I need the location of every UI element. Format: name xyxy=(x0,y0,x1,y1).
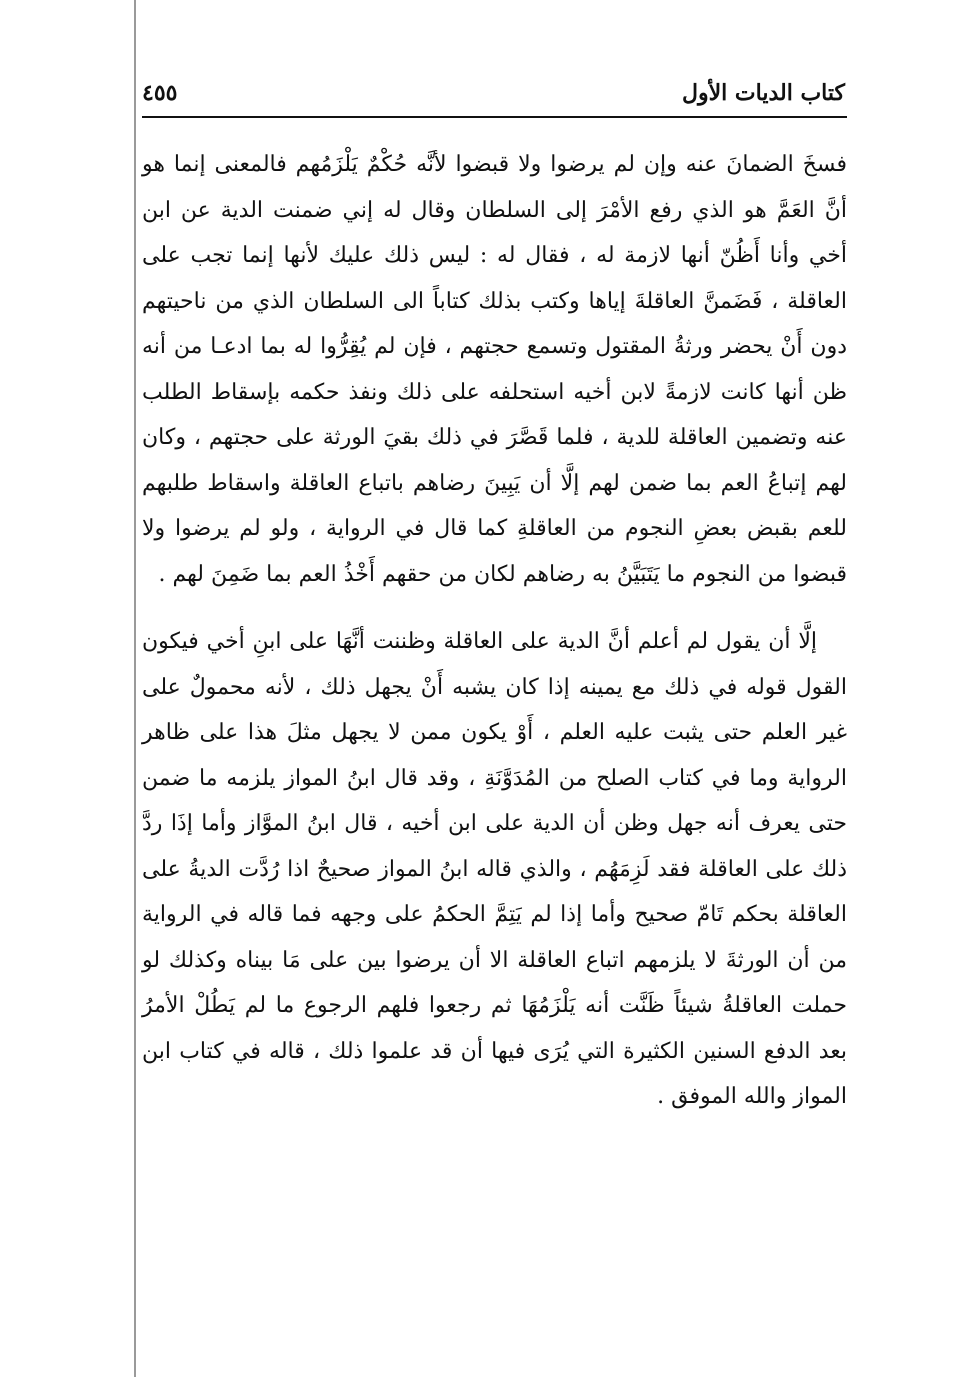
body-text xyxy=(142,142,847,1120)
paragraph-2: إلَّا أن يقول لم أعلم أنَّ الدية على العاقلة وظننت أنَّهَا على ابنِ أخي فيكون القول قوله في ذلك مع يمينه إذا كان يشبه أَنْ يجهل ذلك ، لأنه محمولٌ على غير العلم حتى يثبت عليه العلم ، أَوْ يكون ممن لا يجهل مثلَ هذا على ظاهر الرواية وما في كتاب الصلح من المُدَوَّنَةِ ، وقد قال ابنُ المواز يلزمه ما ضمن حتى يعرف أنه جهل وظن أن الدية على ابن أخيه ، قال ابنُ الموَّاز وأما إذَا ردَّ ذلك على العاقلة فقد لَزِمَهُم ، والذي قاله ابنُ المواز صحيحٌ اذا رُدَّت الديةُ على العاقلة بحكم تَامّ صحيح وأما إذا لم يَتِمَّ الحكمُ على وجهه فما قاله في الرواية من أن الورثةَ لا يلزمهم اتباع العاقلة الا أن يرضوا بين على مَا بيناه وكذلك لو حملت العاقلةُ شيئاً ظَنَّت أنه يَلْزَمُهَا ثم رجعوا فلهم الرجوع ما لم يَطُلْ الأمرُ بعد الدفع السنين الكثيرة التي يُرَى فيها أن قد علموا ذلك ، قاله في كتاب ابن المواز والله الموفق . xyxy=(142,629,847,1109)
paragraph-1: فسخَ الضمانَ عنه وإن لم يرضوا ولا قبضوا لأنَّه حُكْمٌ يَلْزَمُهم فالمعنى إنما هو أنَّ العَمَّ هو الذي رفع الأمْرَ إلى السلطان وقال له إني ضمنت الدية عن ابن أخي وأنا أَظُنّ أنها لازمة له ، فقال له : ليس ذلك عليك لأنها إنما تجب على العاقلة ، فَضَمنَّ العاقلةَ إياها وكتب بذلك كتاباً الى السلطان الذي من ناحيتهم دون أَنْ يحضر ورثةُ المقتول وتسمع حجتهم ، فإن لم يُقِرُّوا له بما ادعـا من أنه ظن أنها كانت لازمةً لابن أخيه استحلفه على ذلك ونفذ حكمه بإسقاط الطلب عنه وتضمين العاقلة للدية ، فلما قَصَّرَ في ذلك بقيَ الورثة على حجتهم ، وكان لهم إتباعُ العم بما ضمن لهم إلَّا أن يَبِينَ رضاهم باتباع العاقلة واسقاط طلبهم للعم بقبض بعضِ النجوم من العاقلةِ كما قال في الرواية ، ولو لم يرضوا ولا قبضوا من النجوم ما يَتَبَيَّنُ به رضاهم لكان من حقهم أَخْذُ العم بما ضَمِنَ لهم . xyxy=(142,152,847,587)
gutter-rule xyxy=(134,0,136,1377)
page-number: ٤٥٥ xyxy=(142,80,178,106)
running-title: كتاب الديات الأول xyxy=(681,80,845,106)
page xyxy=(142,70,847,1120)
running-header xyxy=(142,70,847,118)
